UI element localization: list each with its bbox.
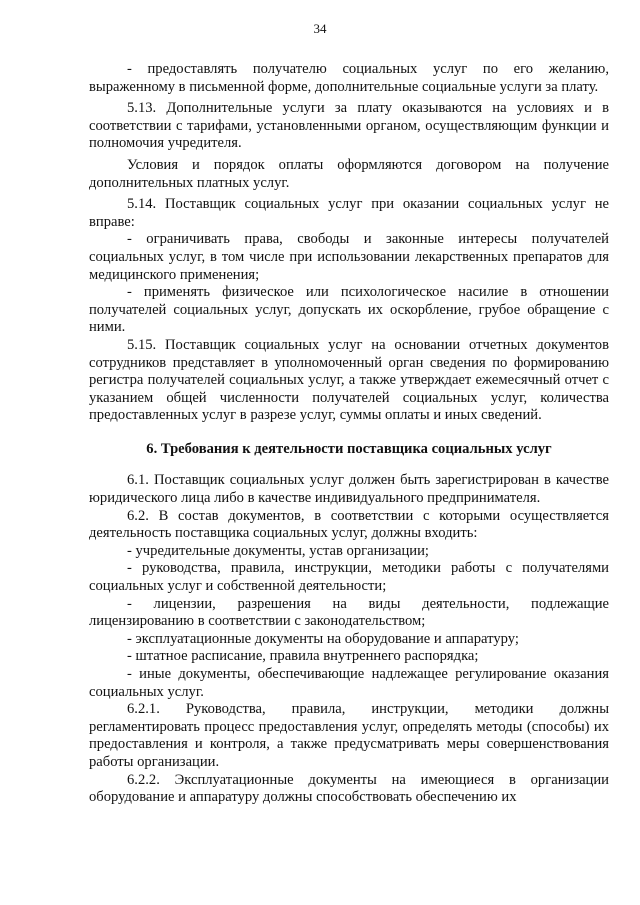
- list-item: - иные документы, обеспечивающие надлежащее регулирование оказания социальных услуг.: [89, 666, 609, 700]
- paragraph: 5.14. Поставщик социальных услуг при оказании социальных услуг не вправе:: [89, 196, 609, 230]
- paragraph: 6.2.2. Эксплуатационные документы на имеющиеся в организации оборудование и аппаратуру должны способствовать обеспечению их: [89, 771, 609, 806]
- list-item: - лицензии, разрешения на виды деятельности, подлежащие лицензированию в соответствии с законодательством;: [89, 595, 609, 630]
- paragraph: 6.2.1. Руководства, правила, инструкции, методики должны регламентировать процесс предоставления услуг, определять методы (способы) их предоставления и контроля, а также предусматривать меры совершенствования работы организации.: [89, 701, 609, 770]
- paragraph: 5.15. Поставщик социальных услуг на основании отчетных документов сотрудников представляет в уполномоченный орган сведения по формированию регистра получателей социальных услуг, а также утверждает ежемесячный отчет с указанием общей численности получателей социальных услуг, количества предоставленных услуг в разрезе услуг, суммы оплаты и иных сведений.: [89, 336, 609, 424]
- list-item: - штатное расписание, правила внутреннего распорядка;: [127, 648, 479, 665]
- list-item: - эксплуатационные документы на оборудование и аппаратуру;: [127, 630, 519, 647]
- paragraph: 6.1. Поставщик социальных услуг должен быть зарегистрирован в качестве юридического лица либо в качестве индивидуального предпринимателя.: [89, 472, 609, 507]
- paragraph: - ограничивать права, свободы и законные интересы получателей социальных услуг, в том числе при использовании лекарственных препаратов для медицинского применения;: [89, 231, 609, 283]
- paragraph: 5.13. Дополнительные услуги за плату оказываются на условиях и в соответствии с тарифами, установленными органом, осуществляющим функции и полномочия учредителя.: [89, 100, 609, 152]
- list-item: - учредительные документы, устав организации;: [127, 542, 429, 559]
- section-heading: 6. Требования к деятельности поставщика социальных услуг: [146, 440, 552, 457]
- paragraph: 6.2. В состав документов, в соответствии с которыми осуществляется деятельность поставщика социальных услуг, должны входить:: [89, 507, 609, 542]
- list-item: - руководства, правила, инструкции, методики работы с получателями социальных услуг и собственной деятельности;: [89, 560, 609, 595]
- paragraph: - применять физическое или психологическое насилие в отношении получателей социальных услуг, допускать их оскорбление, грубое обращение с ними.: [89, 284, 609, 336]
- page-number: 34: [313, 21, 327, 36]
- paragraph: - предоставлять получателю социальных услуг по его желанию, выраженному в письменной форме, дополнительные социальные услуги за плату.: [89, 61, 609, 95]
- document-body: [89, 61, 609, 807]
- paragraph: Условия и порядок оплаты оформляются договором на получение дополнительных платных услуг.: [89, 156, 609, 191]
